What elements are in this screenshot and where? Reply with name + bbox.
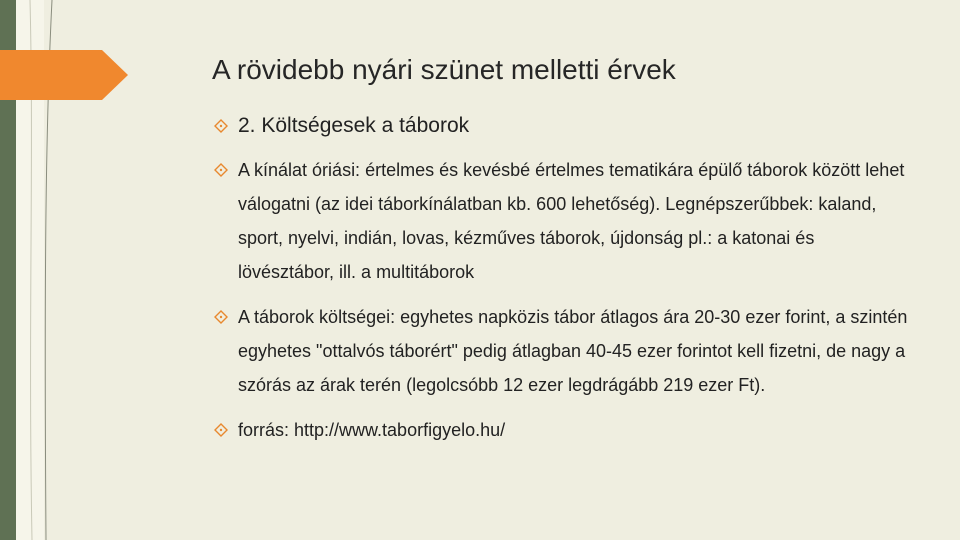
bullet-text: A kínálat óriási: értelmes és kevésbé értelmes tematikára épülő táborok között lehet válogatni (az idei táborkínálatban kb. 600 lehetőség). Legnépszerűbbek: kaland, sport, nyelvi, indián, lovas, kézműves táborok, újdonság pl.: a katonai és lövésztábor, ill. a multitáborok bbox=[238, 160, 905, 282]
bullet-item bbox=[214, 300, 914, 402]
orange-arrow-tab bbox=[0, 50, 128, 100]
bullet-text: forrás: http://www.taborfigyelo.hu/ bbox=[238, 420, 506, 440]
bullet-list bbox=[214, 112, 914, 458]
bullet-item bbox=[214, 413, 914, 447]
diamond-bullet-icon bbox=[214, 310, 228, 324]
bullet-text: 2. Költségesek a táborok bbox=[238, 114, 470, 137]
bullet-text: A táborok költségei: egyhetes napközis tábor átlagos ára 20-30 ezer forint, a szintén egyhetes "ottalvós táborért" pedig átlagban 40-45 ezer forintot kell fizetni, de nagy a szórás az árak terén (legolcsóbb 12 ezer legdrágább 219 ezer Ft). bbox=[238, 307, 908, 395]
diamond-bullet-icon bbox=[214, 119, 228, 133]
bullet-item bbox=[214, 112, 914, 140]
slide-title: A rövidebb nyári szünet melletti érvek bbox=[212, 54, 676, 85]
diamond-bullet-icon bbox=[214, 423, 228, 437]
diamond-bullet-icon bbox=[214, 163, 228, 177]
bullet-item bbox=[214, 153, 914, 289]
